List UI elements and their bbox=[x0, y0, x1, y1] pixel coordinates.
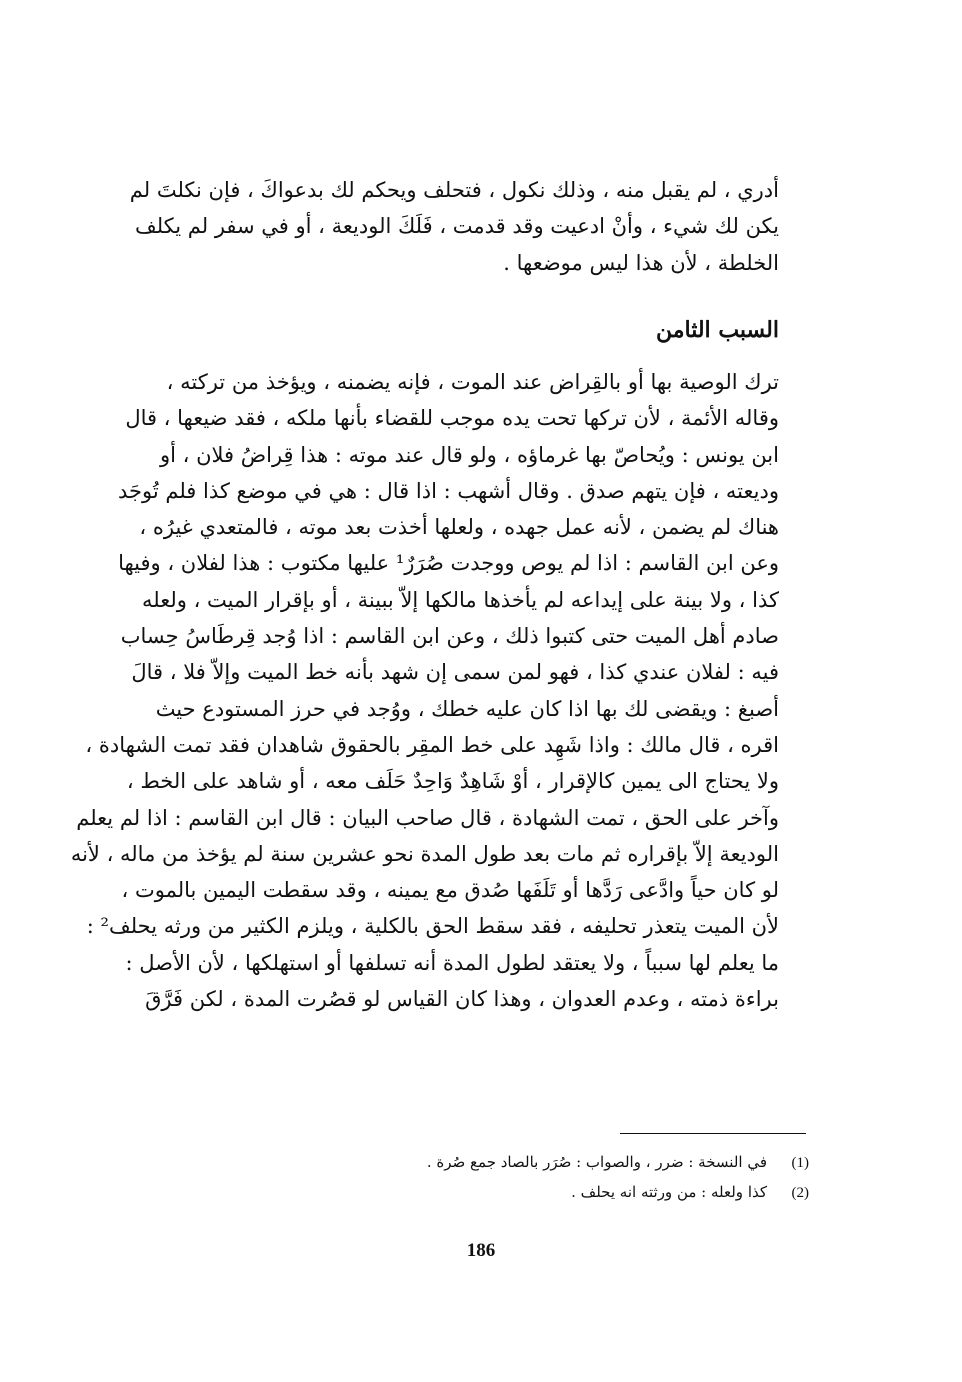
footnote-number: (2) bbox=[791, 1185, 809, 1201]
paragraph-continuation bbox=[99, 172, 779, 281]
section-heading: السبب الثامن bbox=[655, 317, 779, 343]
footnote bbox=[169, 1177, 809, 1207]
text-line: وآخر على الحق ، تمت الشهادة ، قال صاحب البيان : قال ابن القاسم : اذا لم يعلم bbox=[76, 805, 779, 830]
footnotes bbox=[169, 1147, 809, 1207]
footnote-divider bbox=[620, 1133, 806, 1134]
text-line: الوديعة إلاّ بإقراره ثم مات بعد طول المدة نحو عشرين سنة لم يؤخذ من ماله ، لأنه bbox=[70, 841, 779, 866]
text-line: كذا ، ولا بينة على إيداعه لم يأخذها مالكها إلاّ ببينة ، أو بإقرار الميت ، ولعله bbox=[142, 587, 779, 612]
text-line: أصبغ : ويقضى لك بها اذا كان عليه خطك ، ووُجد في حرز المستودع حيث bbox=[155, 696, 779, 721]
text-line: لأن الميت يتعذر تحليفه ، فقد سقط الحق بالكلية ، ويلزم الكثير من ورثه يحلف² : bbox=[86, 914, 779, 939]
footnote-number: (1) bbox=[791, 1155, 809, 1171]
section-body bbox=[70, 364, 779, 1017]
text-line: وقاله الأئمة ، لأن تركها تحت يده موجب للقضاء بأنها ملكه ، فقد ضيعها ، قال bbox=[125, 406, 779, 431]
text-line: الخلطة ، لأن هذا ليس موضعها . bbox=[503, 250, 779, 275]
text-line: اقره ، قال مالك : واذا شَهِد على خط المقِر بالحقوق شاهدان فقد تمت الشهادة ، bbox=[85, 732, 779, 757]
text-line: لو كان حياً وادَّعى رَدَّها أو تَلَفَها صُدق مع يمينه ، وقد سقطت اليمين بالموت ، bbox=[121, 878, 779, 903]
text-line: براءة ذمته ، وعدم العدوان ، وهذا كان القياس لو قصُرت المدة ، لكن فَرَّقَ bbox=[145, 987, 779, 1012]
text-line: فيه : لفلان عندي كذا ، فهو لمن سمى إن شهد بأنه خط الميت وإلاّ فلا ، قالَ bbox=[131, 660, 779, 685]
text-line: أدري ، لم يقبل منه ، وذلك نكول ، فتحلف ويحكم لك بدعواكَ ، فإن نكلتَ لم bbox=[129, 178, 779, 202]
text-line: هناك لم يضمن ، لأنه عمل جهده ، ولعلها أخذت بعد موته ، فالمتعدي غيرُه ، bbox=[139, 515, 779, 540]
text-line: وعن ابن القاسم : اذا لم يوص ووجدت صُرَرٌ¹ عليها مكتوب : هذا لفلان ، وفيها bbox=[118, 551, 779, 576]
footnote-text: في النسخة : ضرر ، والصواب : صُرَر بالصاد جمع صُرة . bbox=[426, 1153, 767, 1171]
text-line: ولا يحتاج الى يمين كالإقرار ، أوْ شَاهِدٌ وَاحِدٌ حَلَف معه ، أو شاهد على الخط ، bbox=[126, 769, 779, 794]
text-line: صادم أهل الميت حتى كتبوا ذلك ، وعن ابن القاسم : اذا وُجد قِرطَاسُ حِساب bbox=[120, 624, 779, 649]
text-line: ما يعلم لها سبباً ، ولا يعتقد لطول المدة أنه تسلفها أو استهلكها ، لأن الأصل : bbox=[125, 950, 779, 975]
text-line: ترك الوصية بها أو بالقِراض عند الموت ، فإنه يضمنه ، ويؤخذ من تركته ، bbox=[166, 370, 779, 394]
footnote-text: كذا ولعله : من ورثته انه يحلف . bbox=[571, 1183, 767, 1201]
text-line: وديعته ، فإن يتهم صدق . وقال أشهب : اذا قال : هي في موضع كذا فلم تُوجَد bbox=[117, 478, 779, 503]
page-number: 186 bbox=[466, 1240, 496, 1261]
text-line: يكن لك شيء ، وأنْ ادعيت وقد قدمت ، فَلَكَ الوديعة ، أو في سفر لم يكلف bbox=[134, 214, 779, 239]
footnote bbox=[169, 1147, 809, 1177]
text-line: ابن يونس : ويُحاصّ بها غرماؤه ، ولو قال عند موته : هذا قِراضُ فلان ، أو bbox=[159, 442, 779, 467]
